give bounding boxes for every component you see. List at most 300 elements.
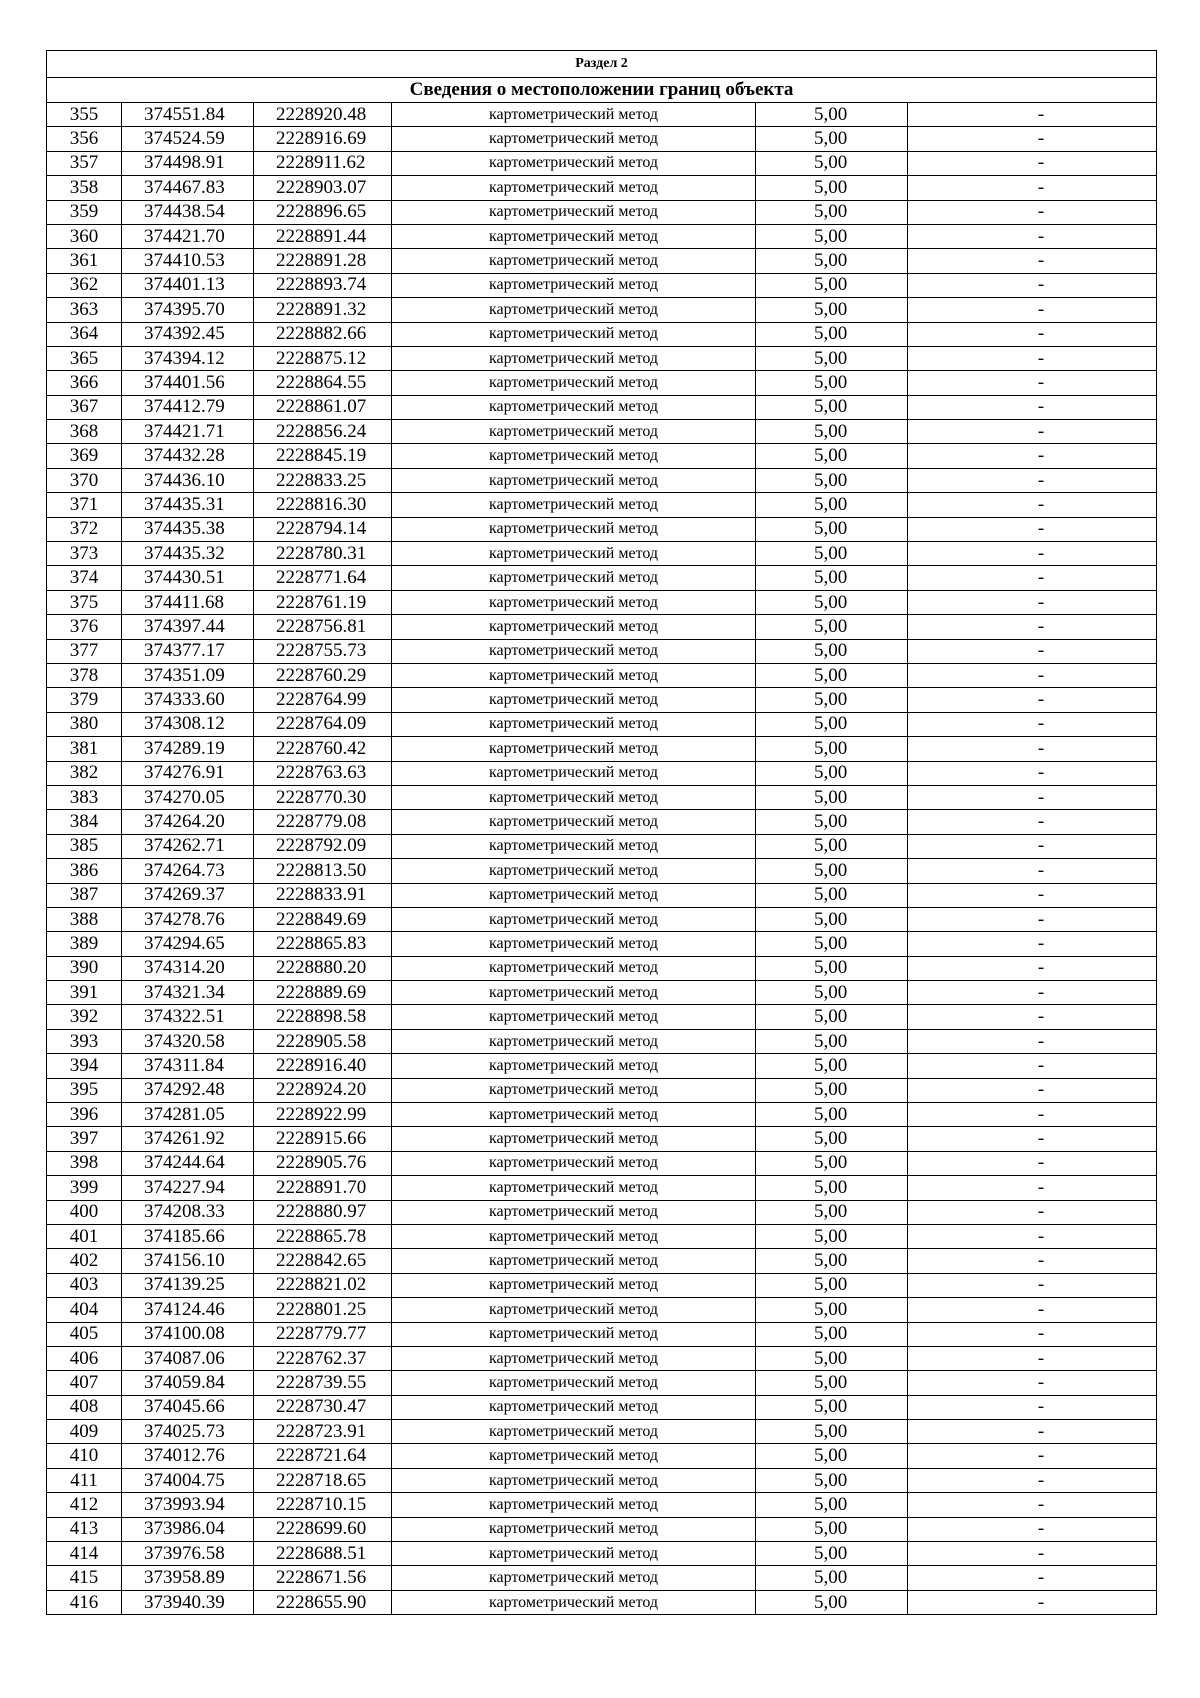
point-number-cell: 403 bbox=[47, 1273, 122, 1297]
accuracy-cell: 5,00 bbox=[756, 663, 908, 687]
x-coordinate-cell: 374435.32 bbox=[122, 542, 254, 566]
x-coordinate-cell: 374004.75 bbox=[122, 1468, 254, 1492]
accuracy-cell: 5,00 bbox=[756, 420, 908, 444]
method-cell: картометрический метод bbox=[392, 1444, 756, 1468]
point-number-cell: 360 bbox=[47, 224, 122, 248]
point-number-cell: 388 bbox=[47, 907, 122, 931]
table-row bbox=[47, 517, 1157, 541]
point-number-cell: 356 bbox=[47, 127, 122, 151]
x-coordinate-cell: 374333.60 bbox=[122, 688, 254, 712]
x-coordinate-cell: 374294.65 bbox=[122, 932, 254, 956]
point-number-cell: 397 bbox=[47, 1127, 122, 1151]
description-cell: - bbox=[908, 1176, 1157, 1200]
accuracy-cell: 5,00 bbox=[756, 810, 908, 834]
x-coordinate-cell: 374351.09 bbox=[122, 663, 254, 687]
method-cell: картометрический метод bbox=[392, 542, 756, 566]
x-coordinate-cell: 374395.70 bbox=[122, 298, 254, 322]
description-cell: - bbox=[908, 1468, 1157, 1492]
point-number-cell: 361 bbox=[47, 249, 122, 273]
table-row bbox=[47, 298, 1157, 322]
accuracy-cell: 5,00 bbox=[756, 1566, 908, 1590]
table-row bbox=[47, 395, 1157, 419]
accuracy-cell: 5,00 bbox=[756, 907, 908, 931]
description-cell: - bbox=[908, 859, 1157, 883]
description-cell: - bbox=[908, 907, 1157, 931]
y-coordinate-cell: 2228915.66 bbox=[254, 1127, 392, 1151]
accuracy-cell: 5,00 bbox=[756, 1054, 908, 1078]
table-row bbox=[47, 1127, 1157, 1151]
table-row bbox=[47, 1200, 1157, 1224]
point-number-cell: 414 bbox=[47, 1542, 122, 1566]
accuracy-cell: 5,00 bbox=[756, 1517, 908, 1541]
description-cell: - bbox=[908, 1151, 1157, 1175]
accuracy-cell: 5,00 bbox=[756, 1468, 908, 1492]
method-cell: картометрический метод bbox=[392, 468, 756, 492]
description-cell: - bbox=[908, 493, 1157, 517]
description-cell: - bbox=[908, 663, 1157, 687]
table-row bbox=[47, 542, 1157, 566]
accuracy-cell: 5,00 bbox=[756, 859, 908, 883]
x-coordinate-cell: 374435.31 bbox=[122, 493, 254, 517]
accuracy-cell: 5,00 bbox=[756, 127, 908, 151]
table-row bbox=[47, 712, 1157, 736]
method-cell: картометрический метод bbox=[392, 151, 756, 175]
x-coordinate-cell: 374139.25 bbox=[122, 1273, 254, 1297]
table-row bbox=[47, 200, 1157, 224]
accuracy-cell: 5,00 bbox=[756, 1542, 908, 1566]
y-coordinate-cell: 2228864.55 bbox=[254, 371, 392, 395]
y-coordinate-cell: 2228655.90 bbox=[254, 1590, 392, 1614]
x-coordinate-cell: 374276.91 bbox=[122, 761, 254, 785]
x-coordinate-cell: 374394.12 bbox=[122, 346, 254, 370]
table-row bbox=[47, 103, 1157, 127]
x-coordinate-cell: 374322.51 bbox=[122, 1005, 254, 1029]
method-cell: картометрический метод bbox=[392, 688, 756, 712]
x-coordinate-cell: 374292.48 bbox=[122, 1078, 254, 1102]
description-cell: - bbox=[908, 639, 1157, 663]
description-cell: - bbox=[908, 1444, 1157, 1468]
y-coordinate-cell: 2228865.83 bbox=[254, 932, 392, 956]
accuracy-cell: 5,00 bbox=[756, 1346, 908, 1370]
point-number-cell: 395 bbox=[47, 1078, 122, 1102]
point-number-cell: 404 bbox=[47, 1298, 122, 1322]
x-coordinate-cell: 374124.46 bbox=[122, 1298, 254, 1322]
method-cell: картометрический метод bbox=[392, 932, 756, 956]
table-row bbox=[47, 566, 1157, 590]
y-coordinate-cell: 2228779.08 bbox=[254, 810, 392, 834]
method-cell: картометрический метод bbox=[392, 615, 756, 639]
y-coordinate-cell: 2228875.12 bbox=[254, 346, 392, 370]
x-coordinate-cell: 373940.39 bbox=[122, 1590, 254, 1614]
accuracy-cell: 5,00 bbox=[756, 1590, 908, 1614]
description-cell: - bbox=[908, 1200, 1157, 1224]
accuracy-cell: 5,00 bbox=[756, 249, 908, 273]
accuracy-cell: 5,00 bbox=[756, 1029, 908, 1053]
method-cell: картометрический метод bbox=[392, 1468, 756, 1492]
method-cell: картометрический метод bbox=[392, 1249, 756, 1273]
accuracy-cell: 5,00 bbox=[756, 151, 908, 175]
method-cell: картометрический метод bbox=[392, 322, 756, 346]
table-row bbox=[47, 1151, 1157, 1175]
x-coordinate-cell: 374401.13 bbox=[122, 273, 254, 297]
y-coordinate-cell: 2228730.47 bbox=[254, 1395, 392, 1419]
y-coordinate-cell: 2228898.58 bbox=[254, 1005, 392, 1029]
y-coordinate-cell: 2228723.91 bbox=[254, 1420, 392, 1444]
y-coordinate-cell: 2228924.20 bbox=[254, 1078, 392, 1102]
description-cell: - bbox=[908, 322, 1157, 346]
accuracy-cell: 5,00 bbox=[756, 1224, 908, 1248]
method-cell: картометрический метод bbox=[392, 981, 756, 1005]
y-coordinate-cell: 2228762.37 bbox=[254, 1346, 392, 1370]
table-row bbox=[47, 859, 1157, 883]
y-coordinate-cell: 2228756.81 bbox=[254, 615, 392, 639]
table-row bbox=[47, 1371, 1157, 1395]
point-number-cell: 411 bbox=[47, 1468, 122, 1492]
y-coordinate-cell: 2228856.24 bbox=[254, 420, 392, 444]
accuracy-cell: 5,00 bbox=[756, 1322, 908, 1346]
description-cell: - bbox=[908, 1078, 1157, 1102]
y-coordinate-cell: 2228849.69 bbox=[254, 907, 392, 931]
description-cell: - bbox=[908, 1127, 1157, 1151]
y-coordinate-cell: 2228882.66 bbox=[254, 322, 392, 346]
table-row bbox=[47, 346, 1157, 370]
description-cell: - bbox=[908, 712, 1157, 736]
x-coordinate-cell: 374311.84 bbox=[122, 1054, 254, 1078]
method-cell: картометрический метод bbox=[392, 1224, 756, 1248]
y-coordinate-cell: 2228880.97 bbox=[254, 1200, 392, 1224]
table-row bbox=[47, 615, 1157, 639]
method-cell: картометрический метод bbox=[392, 1346, 756, 1370]
point-number-cell: 401 bbox=[47, 1224, 122, 1248]
method-cell: картометрический метод bbox=[392, 1322, 756, 1346]
table-row bbox=[47, 761, 1157, 785]
point-number-cell: 372 bbox=[47, 517, 122, 541]
method-cell: картометрический метод bbox=[392, 810, 756, 834]
point-number-cell: 382 bbox=[47, 761, 122, 785]
accuracy-cell: 5,00 bbox=[756, 1493, 908, 1517]
method-cell: картометрический метод bbox=[392, 1029, 756, 1053]
point-number-cell: 378 bbox=[47, 663, 122, 687]
table-row bbox=[47, 493, 1157, 517]
table-row bbox=[47, 420, 1157, 444]
x-coordinate-cell: 374264.20 bbox=[122, 810, 254, 834]
table-row bbox=[47, 785, 1157, 809]
x-coordinate-cell: 374185.66 bbox=[122, 1224, 254, 1248]
accuracy-cell: 5,00 bbox=[756, 1395, 908, 1419]
boundary-coordinates-table bbox=[46, 50, 1157, 1615]
accuracy-cell: 5,00 bbox=[756, 834, 908, 858]
y-coordinate-cell: 2228770.30 bbox=[254, 785, 392, 809]
table-row bbox=[47, 1420, 1157, 1444]
table-row bbox=[47, 1249, 1157, 1273]
method-cell: картометрический метод bbox=[392, 1200, 756, 1224]
y-coordinate-cell: 2228891.44 bbox=[254, 224, 392, 248]
method-cell: картометрический метод bbox=[392, 859, 756, 883]
x-coordinate-cell: 374278.76 bbox=[122, 907, 254, 931]
y-coordinate-cell: 2228911.62 bbox=[254, 151, 392, 175]
table-row bbox=[47, 127, 1157, 151]
point-number-cell: 384 bbox=[47, 810, 122, 834]
point-number-cell: 355 bbox=[47, 103, 122, 127]
point-number-cell: 409 bbox=[47, 1420, 122, 1444]
method-cell: картометрический метод bbox=[392, 1151, 756, 1175]
point-number-cell: 369 bbox=[47, 444, 122, 468]
method-cell: картометрический метод bbox=[392, 566, 756, 590]
table-row bbox=[47, 1566, 1157, 1590]
x-coordinate-cell: 374421.71 bbox=[122, 420, 254, 444]
accuracy-cell: 5,00 bbox=[756, 956, 908, 980]
description-cell: - bbox=[908, 200, 1157, 224]
description-cell: - bbox=[908, 810, 1157, 834]
table-row bbox=[47, 663, 1157, 687]
accuracy-cell: 5,00 bbox=[756, 712, 908, 736]
method-cell: картометрический метод bbox=[392, 1542, 756, 1566]
accuracy-cell: 5,00 bbox=[756, 688, 908, 712]
table-row bbox=[47, 834, 1157, 858]
point-number-cell: 389 bbox=[47, 932, 122, 956]
method-cell: картометрический метод bbox=[392, 1395, 756, 1419]
description-cell: - bbox=[908, 151, 1157, 175]
point-number-cell: 412 bbox=[47, 1493, 122, 1517]
y-coordinate-cell: 2228721.64 bbox=[254, 1444, 392, 1468]
description-cell: - bbox=[908, 761, 1157, 785]
x-coordinate-cell: 374308.12 bbox=[122, 712, 254, 736]
table-row bbox=[47, 810, 1157, 834]
method-cell: картометрический метод bbox=[392, 1420, 756, 1444]
x-coordinate-cell: 373993.94 bbox=[122, 1493, 254, 1517]
table-row bbox=[47, 1493, 1157, 1517]
x-coordinate-cell: 374410.53 bbox=[122, 249, 254, 273]
accuracy-cell: 5,00 bbox=[756, 566, 908, 590]
accuracy-cell: 5,00 bbox=[756, 371, 908, 395]
point-number-cell: 413 bbox=[47, 1517, 122, 1541]
y-coordinate-cell: 2228905.58 bbox=[254, 1029, 392, 1053]
accuracy-cell: 5,00 bbox=[756, 542, 908, 566]
accuracy-cell: 5,00 bbox=[756, 322, 908, 346]
method-cell: картометрический метод bbox=[392, 590, 756, 614]
accuracy-cell: 5,00 bbox=[756, 1200, 908, 1224]
point-number-cell: 391 bbox=[47, 981, 122, 1005]
x-coordinate-cell: 373986.04 bbox=[122, 1517, 254, 1541]
x-coordinate-cell: 374264.73 bbox=[122, 859, 254, 883]
accuracy-cell: 5,00 bbox=[756, 981, 908, 1005]
point-number-cell: 371 bbox=[47, 493, 122, 517]
x-coordinate-cell: 374320.58 bbox=[122, 1029, 254, 1053]
point-number-cell: 385 bbox=[47, 834, 122, 858]
point-number-cell: 364 bbox=[47, 322, 122, 346]
description-cell: - bbox=[908, 298, 1157, 322]
point-number-cell: 398 bbox=[47, 1151, 122, 1175]
description-cell: - bbox=[908, 1493, 1157, 1517]
point-number-cell: 367 bbox=[47, 395, 122, 419]
method-cell: картометрический метод bbox=[392, 273, 756, 297]
table-row bbox=[47, 1103, 1157, 1127]
description-cell: - bbox=[908, 1249, 1157, 1273]
y-coordinate-cell: 2228760.42 bbox=[254, 737, 392, 761]
table-row bbox=[47, 981, 1157, 1005]
y-coordinate-cell: 2228845.19 bbox=[254, 444, 392, 468]
y-coordinate-cell: 2228865.78 bbox=[254, 1224, 392, 1248]
method-cell: картометрический метод bbox=[392, 395, 756, 419]
description-cell: - bbox=[908, 1103, 1157, 1127]
y-coordinate-cell: 2228891.70 bbox=[254, 1176, 392, 1200]
description-cell: - bbox=[908, 1224, 1157, 1248]
description-cell: - bbox=[908, 1298, 1157, 1322]
accuracy-cell: 5,00 bbox=[756, 298, 908, 322]
point-number-cell: 386 bbox=[47, 859, 122, 883]
accuracy-cell: 5,00 bbox=[756, 615, 908, 639]
x-coordinate-cell: 374401.56 bbox=[122, 371, 254, 395]
method-cell: картометрический метод bbox=[392, 712, 756, 736]
y-coordinate-cell: 2228916.40 bbox=[254, 1054, 392, 1078]
description-cell: - bbox=[908, 981, 1157, 1005]
accuracy-cell: 5,00 bbox=[756, 1298, 908, 1322]
accuracy-cell: 5,00 bbox=[756, 785, 908, 809]
table-row bbox=[47, 1346, 1157, 1370]
description-cell: - bbox=[908, 273, 1157, 297]
description-cell: - bbox=[908, 176, 1157, 200]
point-number-cell: 379 bbox=[47, 688, 122, 712]
y-coordinate-cell: 2228718.65 bbox=[254, 1468, 392, 1492]
method-cell: картометрический метод bbox=[392, 444, 756, 468]
point-number-cell: 387 bbox=[47, 883, 122, 907]
description-cell: - bbox=[908, 224, 1157, 248]
table-row bbox=[47, 151, 1157, 175]
table-row bbox=[47, 1590, 1157, 1614]
y-coordinate-cell: 2228739.55 bbox=[254, 1371, 392, 1395]
table-row bbox=[47, 737, 1157, 761]
point-number-cell: 370 bbox=[47, 468, 122, 492]
x-coordinate-cell: 374392.45 bbox=[122, 322, 254, 346]
accuracy-cell: 5,00 bbox=[756, 1151, 908, 1175]
y-coordinate-cell: 2228755.73 bbox=[254, 639, 392, 663]
description-cell: - bbox=[908, 444, 1157, 468]
y-coordinate-cell: 2228792.09 bbox=[254, 834, 392, 858]
y-coordinate-cell: 2228922.99 bbox=[254, 1103, 392, 1127]
method-cell: картометрический метод bbox=[392, 785, 756, 809]
y-coordinate-cell: 2228905.76 bbox=[254, 1151, 392, 1175]
method-cell: картометрический метод bbox=[392, 761, 756, 785]
y-coordinate-cell: 2228842.65 bbox=[254, 1249, 392, 1273]
point-number-cell: 399 bbox=[47, 1176, 122, 1200]
table-row bbox=[47, 1054, 1157, 1078]
accuracy-cell: 5,00 bbox=[756, 224, 908, 248]
accuracy-cell: 5,00 bbox=[756, 176, 908, 200]
table-row bbox=[47, 688, 1157, 712]
y-coordinate-cell: 2228889.69 bbox=[254, 981, 392, 1005]
description-cell: - bbox=[908, 249, 1157, 273]
accuracy-cell: 5,00 bbox=[756, 273, 908, 297]
x-coordinate-cell: 374270.05 bbox=[122, 785, 254, 809]
description-cell: - bbox=[908, 1371, 1157, 1395]
point-number-cell: 357 bbox=[47, 151, 122, 175]
accuracy-cell: 5,00 bbox=[756, 1249, 908, 1273]
x-coordinate-cell: 374025.73 bbox=[122, 1420, 254, 1444]
x-coordinate-cell: 374289.19 bbox=[122, 737, 254, 761]
accuracy-cell: 5,00 bbox=[756, 1444, 908, 1468]
method-cell: картометрический метод bbox=[392, 639, 756, 663]
method-cell: картометрический метод bbox=[392, 663, 756, 687]
point-number-cell: 380 bbox=[47, 712, 122, 736]
table-row bbox=[47, 932, 1157, 956]
accuracy-cell: 5,00 bbox=[756, 1371, 908, 1395]
x-coordinate-cell: 374430.51 bbox=[122, 566, 254, 590]
description-cell: - bbox=[908, 883, 1157, 907]
description-cell: - bbox=[908, 615, 1157, 639]
accuracy-cell: 5,00 bbox=[756, 883, 908, 907]
method-cell: картометрический метод bbox=[392, 1517, 756, 1541]
table-row bbox=[47, 444, 1157, 468]
x-coordinate-cell: 374435.38 bbox=[122, 517, 254, 541]
table-row bbox=[47, 249, 1157, 273]
x-coordinate-cell: 374412.79 bbox=[122, 395, 254, 419]
point-number-cell: 377 bbox=[47, 639, 122, 663]
description-cell: - bbox=[908, 103, 1157, 127]
section-label: Раздел 2 bbox=[47, 51, 1157, 78]
point-number-cell: 415 bbox=[47, 1566, 122, 1590]
method-cell: картометрический метод bbox=[392, 1127, 756, 1151]
table-row bbox=[47, 883, 1157, 907]
description-cell: - bbox=[908, 1517, 1157, 1541]
description-cell: - bbox=[908, 127, 1157, 151]
method-cell: картометрический метод bbox=[392, 1103, 756, 1127]
description-cell: - bbox=[908, 1005, 1157, 1029]
table-row bbox=[47, 1273, 1157, 1297]
accuracy-cell: 5,00 bbox=[756, 200, 908, 224]
description-cell: - bbox=[908, 517, 1157, 541]
title-row bbox=[47, 78, 1157, 103]
point-number-cell: 383 bbox=[47, 785, 122, 809]
accuracy-cell: 5,00 bbox=[756, 346, 908, 370]
description-cell: - bbox=[908, 785, 1157, 809]
method-cell: картометрический метод bbox=[392, 517, 756, 541]
table-row bbox=[47, 273, 1157, 297]
method-cell: картометрический метод bbox=[392, 737, 756, 761]
y-coordinate-cell: 2228861.07 bbox=[254, 395, 392, 419]
description-cell: - bbox=[908, 590, 1157, 614]
x-coordinate-cell: 374377.17 bbox=[122, 639, 254, 663]
table-row bbox=[47, 639, 1157, 663]
description-cell: - bbox=[908, 932, 1157, 956]
method-cell: картометрический метод bbox=[392, 1273, 756, 1297]
accuracy-cell: 5,00 bbox=[756, 1005, 908, 1029]
point-number-cell: 359 bbox=[47, 200, 122, 224]
point-number-cell: 416 bbox=[47, 1590, 122, 1614]
table-row bbox=[47, 1395, 1157, 1419]
point-number-cell: 374 bbox=[47, 566, 122, 590]
x-coordinate-cell: 374397.44 bbox=[122, 615, 254, 639]
method-cell: картометрический метод bbox=[392, 1566, 756, 1590]
point-number-cell: 402 bbox=[47, 1249, 122, 1273]
method-cell: картометрический метод bbox=[392, 420, 756, 444]
description-cell: - bbox=[908, 1542, 1157, 1566]
accuracy-cell: 5,00 bbox=[756, 395, 908, 419]
y-coordinate-cell: 2228813.50 bbox=[254, 859, 392, 883]
description-cell: - bbox=[908, 1029, 1157, 1053]
point-number-cell: 363 bbox=[47, 298, 122, 322]
x-coordinate-cell: 374321.34 bbox=[122, 981, 254, 1005]
x-coordinate-cell: 374208.33 bbox=[122, 1200, 254, 1224]
description-cell: - bbox=[908, 688, 1157, 712]
y-coordinate-cell: 2228880.20 bbox=[254, 956, 392, 980]
y-coordinate-cell: 2228771.64 bbox=[254, 566, 392, 590]
point-number-cell: 362 bbox=[47, 273, 122, 297]
table-row bbox=[47, 590, 1157, 614]
accuracy-cell: 5,00 bbox=[756, 1103, 908, 1127]
accuracy-cell: 5,00 bbox=[756, 761, 908, 785]
accuracy-cell: 5,00 bbox=[756, 737, 908, 761]
y-coordinate-cell: 2228920.48 bbox=[254, 103, 392, 127]
